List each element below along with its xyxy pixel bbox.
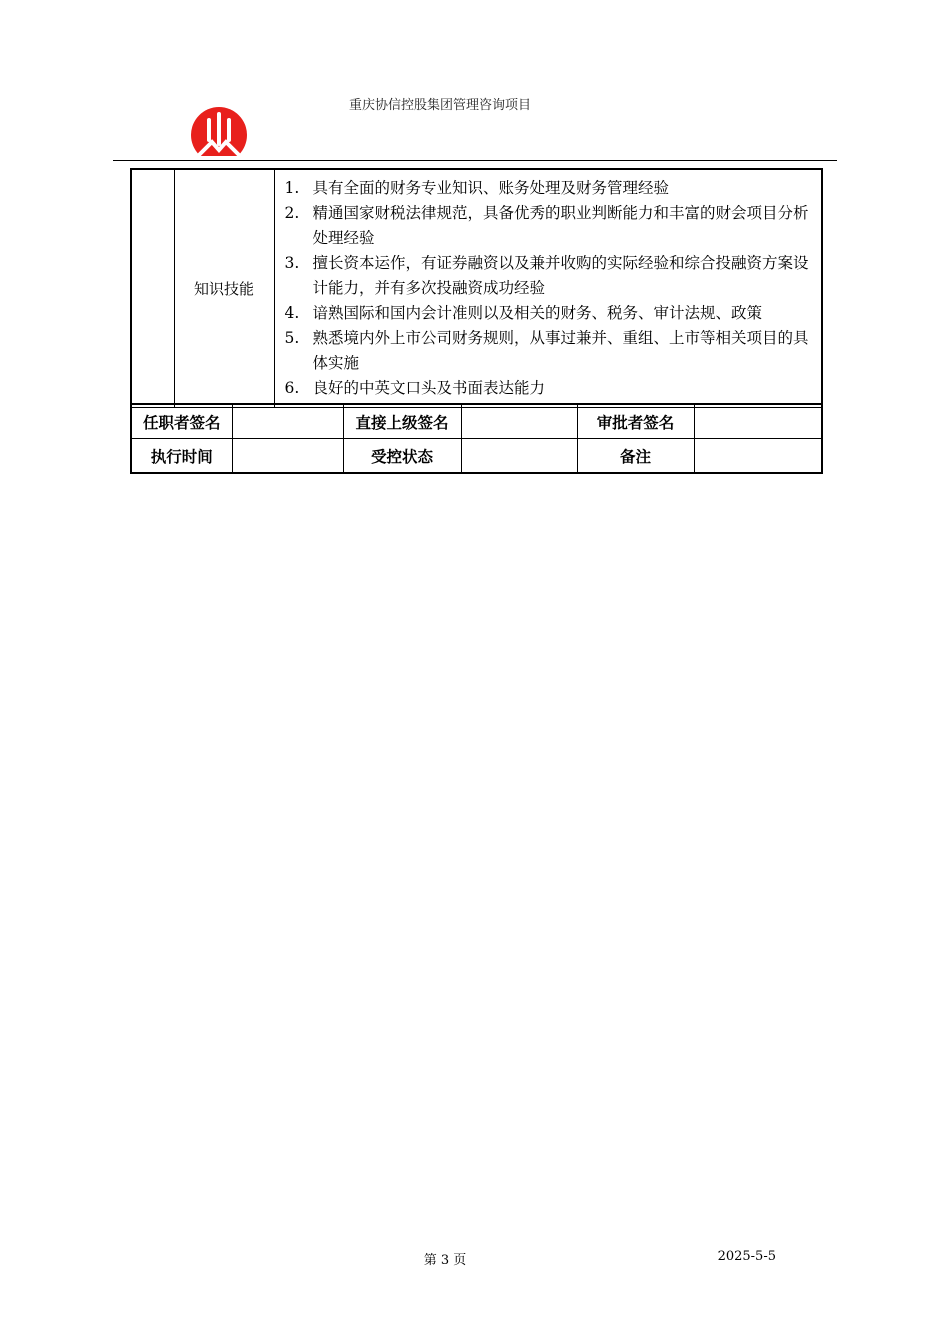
incumbent-signature-label: 任职者签名 (131, 404, 232, 439)
control-status-label: 受控状态 (343, 439, 461, 474)
company-logo (188, 106, 250, 162)
status-row (131, 439, 822, 474)
remarks-field[interactable] (694, 439, 822, 474)
footer-date: 2025-5-5 (717, 1249, 776, 1264)
list-item: 2. 精通国家财税法律规范，具备优秀的职业判断能力和丰富的财会项目分析处理经验 (284, 204, 809, 247)
control-status-field[interactable] (461, 439, 577, 474)
header-title: 重庆协信控股集团管理咨询项目 (348, 98, 531, 113)
skills-label: 知识技能 (174, 169, 274, 408)
signature-table (130, 403, 823, 474)
skills-content (274, 169, 822, 408)
approver-signature-field[interactable] (694, 404, 822, 439)
list-item: 1. 具有全面的财务专业知识、账务处理及财务管理经验 (284, 179, 670, 197)
supervisor-signature-field[interactable] (461, 404, 577, 439)
remarks-label: 备注 (577, 439, 694, 474)
signature-row (131, 404, 822, 439)
skill-list (275, 170, 822, 407)
list-item: 5. 熟悉境内外上市公司财务规则，从事过兼并、重组、上市等相关项目的具体实施 (284, 329, 809, 372)
supervisor-signature-label: 直接上级签名 (343, 404, 461, 439)
approver-signature-label: 审批者签名 (577, 404, 694, 439)
page-number: 第 3 页 (423, 1253, 467, 1268)
list-item: 6. 良好的中英文口头及书面表达能力 (284, 379, 546, 397)
execution-time-label: 执行时间 (131, 439, 232, 474)
skills-row (131, 169, 822, 408)
execution-time-field[interactable] (232, 439, 343, 474)
incumbent-signature-field[interactable] (232, 404, 343, 439)
header-rule (113, 160, 837, 161)
list-item: 4. 谙熟国际和国内会计准则以及相关的财务、税务、审计法规、政策 (284, 304, 763, 322)
skills-table (130, 168, 823, 408)
list-item: 3. 擅长资本运作，有证券融资以及兼并收购的实际经验和综合投融资方案设计能力，并有多次投融资成功经验 (284, 254, 809, 297)
blank-cell (131, 169, 174, 408)
